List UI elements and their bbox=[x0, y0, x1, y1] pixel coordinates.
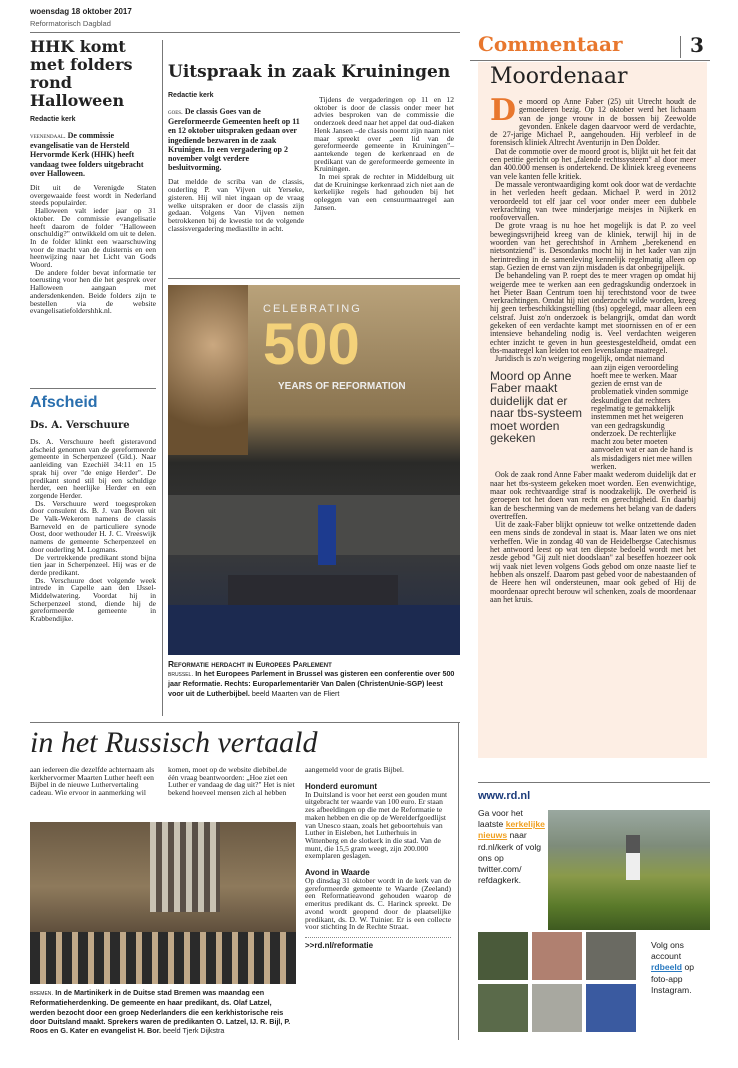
promo-text bbox=[478, 808, 546, 886]
lead-text: De commissie evangelisatie van de Hersteld Hervormde Kerk (HHK) heeft vandaag twee folders uitgebracht over Halloween. bbox=[30, 131, 144, 178]
paragraph: Juridisch is zo'n weigering mogelijk, omdat niemand bbox=[495, 354, 665, 364]
rule bbox=[30, 722, 460, 723]
paragraph: Uit de zaak-Faber blijkt opnieuw tot welke ontzettende daden een mens sinds de zondeval in staat is. Maar laten we ons niet verheffen. Wie in zondag 40 van de Heidelbergse Catechismus het antwoord leest op wat ten diepste bedoeld wordt met het zesde gebod "Gij zult niet doodslaan" zal beseffen hoezeer ook wij vaak niet leven volgens Gods gebod om onze naaste lief te hebben als onszelf. Daarom past gebed voor de nabestaanden of de Heere hen wil ondersteunen, maar ook gebed of Hij de moordenaar oprecht berouw wil schenken, zoals de moordenaar aan het kruis. bbox=[490, 520, 696, 604]
speakers bbox=[228, 575, 398, 605]
section-title: Commentaar bbox=[478, 32, 623, 56]
subheading: Honderd euromunt bbox=[305, 781, 377, 791]
instagram-text bbox=[651, 940, 711, 996]
rule bbox=[478, 782, 710, 783]
dateline: veenendaal. bbox=[30, 132, 66, 140]
page-number: 3 bbox=[690, 33, 704, 57]
instagram-thumb[interactable] bbox=[478, 932, 528, 980]
photo2-caption bbox=[30, 988, 296, 1035]
editorial-title: Moordenaar bbox=[490, 64, 628, 89]
paragraph: Ds. Verschuure doet volgende week intrede in Capelle aan den IJssel-Middelwatering. Voordat hij in Scherpenzeel stond, diende hij de gereformeerde gemeente in Krabbendijke. bbox=[30, 575, 156, 624]
reformatie-link[interactable]: >>rd.nl/reformatie bbox=[305, 937, 451, 950]
russisch-col3 bbox=[305, 766, 451, 950]
headline: in het Russisch vertaald bbox=[30, 726, 318, 759]
paragraph: aan iedereen die dezelfde achternaam als kerkhervormer Maarten Luther heeft een Bijbel in de nieuwe Luthervertaling cadeau. Wie ervoor in aanmerking wil bbox=[30, 765, 155, 798]
audience bbox=[30, 932, 296, 984]
paragraph: De behandeling van P. roept des te meer vragen op omdat hij weigerde mee te werken aan een gedragskundig onderzoek in het Pieter Baan Centrum toen hij terechtstond voor de twee verkrachtingen. Omdat hij niet onderzocht wilde worden, kreeg hij geen terbeschikkingstelling (tbs) opgelegd, maar alleen een celstraf. Juist zo'n onderzoek is belangrijk, omdat dan wordt gekeken of een verdachte kampt met stoornissen en of er een intensieve behandeling nodig is. Veel verdachten weigeren echter inzicht te geven in hun geestesgesteldheid, omdat een tbs-maatregel kan leiden tot een levenslange maatregel. bbox=[490, 271, 696, 355]
rdbeeld-link[interactable]: rdbeeld bbox=[651, 962, 683, 973]
paragraph: Op dinsdag 31 oktober wordt in de kerk van de gereformeerde gemeente te Waarde (Zeeland) een Reformatieavond gehouden waarop de emeritus predikant ds. C. Harinck spreekt. De avond wordt geopend door de plaatselijke predikant, ds. D. W. Tuinier. Er is een collecte voor stichting In de Rechte Straat. bbox=[305, 876, 451, 932]
paragraph: Ds. Verschuure werd toegesproken door consulent ds. B. J. van Boven uit De Valk-Wekerom namens de classis Barneveld en de particuliere synode Oost, door wethouder H. J. C. Vreeswijk namens de gemeente Scherpenzeel en door ouderling M. Logmans. bbox=[30, 498, 156, 554]
paragraph: Ds. A. Verschuure heeft gisteravond afscheid genomen van de gereformeerde gemeente in Scherpenzeel (Gld.). Naar aanleiding van Ezechiël 34:11 en 15 sprak hij over "de enige Herder". De predikant stond stil bij een schuldige herder, een heerlijke Herder en een zorgende Herder. bbox=[30, 437, 156, 500]
byline: Redactie kerk bbox=[30, 116, 76, 123]
pull-quote: Moord op Anne Faber maakt duidelijk dat er naar tbs-systeem moet worden gekeken bbox=[490, 368, 583, 446]
paragraph: De massale verontwaardiging komt ook door wat de verdachte in het verleden heeft gedaan. Michael P. werd in 2012 veroordeeld tot elf jaar cel voor onder meer een dubbele verkrachting van twee minderjarige meisjes in Nijkerk en roofovervallen. bbox=[490, 179, 696, 223]
instagram-thumb[interactable] bbox=[586, 984, 636, 1032]
headline: HHK komt met folders rond Halloween bbox=[30, 37, 133, 110]
divider bbox=[680, 36, 681, 58]
paragraph: Dit uit de Verenigde Staten overgewaaide feest wordt in Nederland steeds populairder. bbox=[30, 183, 156, 208]
lead bbox=[30, 131, 156, 178]
instagram-grid bbox=[478, 932, 640, 1032]
kerkelijk-nieuws-link[interactable]: kerkelijke nieuws bbox=[478, 819, 545, 841]
kruiningen-article bbox=[168, 62, 460, 232]
promo-text-part: op foto-app Instagram. bbox=[651, 962, 694, 995]
podium bbox=[168, 605, 460, 655]
banner-text: CELEBRATING bbox=[263, 303, 362, 315]
photo-credit: beeld Tjerk Dijkstra bbox=[163, 1026, 225, 1036]
dateline: brussel. bbox=[168, 671, 194, 678]
banner-text: YEARS OF REFORMATION bbox=[278, 381, 406, 392]
instagram-thumb[interactable] bbox=[532, 984, 582, 1032]
photo-credit: beeld Maarten van de Fliert bbox=[251, 688, 340, 698]
paragraph: Dat de commotie over de moord groot is, blijkt uit het feit dat een petitie gericht op het „falende rechtssysteem" al door meer dan 400.000 mensen is ondertekend. De kliniek kreeg eveneens van vele kanten felle kritiek. bbox=[490, 146, 696, 181]
caption-text: In de Martinikerk in de Duitse stad Bremen was maandag een Reformatieherdenking. De gemeente en haar predikant, ds. Olaf Latzel, werden bezocht door een groep Nederlanders die een kerkhistorische reis door Duitsland maakt. Sprekers waren de predikanten O. Latzel, IJ. R. Bijl, P. Roos en G. Kater en evangelist H. Bor. bbox=[30, 988, 291, 1036]
instagram-thumb[interactable] bbox=[586, 932, 636, 980]
vineyard-photo bbox=[548, 810, 710, 930]
paragraph: aangemeld voor de gratis Bijbel. bbox=[305, 765, 404, 774]
paragraph: Halloween valt ieder jaar op 31 oktober. De commissie evangelisatie heeft daarom de folder "Halloween onschuldig?" ontwikkeld om uit te delen. In de folder klinkt een waarschuwing voor de macht van de duisternis en een heenwijzing naar het Licht van Gods Woord. bbox=[30, 206, 156, 270]
caption-title: Reformatie herdacht in Europees Parlement bbox=[168, 659, 332, 669]
promo-text-part: Volg ons account bbox=[651, 940, 684, 962]
drop-cap: D bbox=[490, 93, 517, 128]
eu-flag bbox=[318, 505, 336, 565]
header-rule bbox=[30, 32, 460, 33]
paragraph: e moord op Anne Faber (25) uit Utrecht houdt de gemoederen bezig. Op 12 oktober werd het lichaam van de jonge vrouw in de bossen bij Zeewolde gevonden. Enkele dagen daarvoor werd de verdachte, de 27-jarige Michael P., aangehouden. Hij verbleef in de forensisch kliniek Altrecht Aventurijn in Den Dolder. bbox=[490, 97, 696, 148]
rule bbox=[30, 388, 156, 389]
headline: Ds. A. Verschuure bbox=[30, 420, 130, 431]
dateline: bremen. bbox=[30, 990, 54, 997]
russisch-col2 bbox=[168, 766, 298, 797]
rd-site-link[interactable]: www.rd.nl bbox=[478, 790, 531, 802]
paragraph: Ook de zaak rond Anne Faber maakt wederom duidelijk dat er naar het tbs-systeem gekeken moet worden. Een evenwichtige, maar ook rechtvaardige straf is noodzakelijk. De overheid is geroepen tot het doen van recht en gerechtigheid. En daarbij kan de bescherming van de medemens het belang van de daders overtreffen. bbox=[490, 470, 696, 521]
commentaar-box bbox=[478, 62, 707, 758]
luther-portrait bbox=[168, 285, 248, 455]
caption-text: In het Europees Parlement in Brussel was gisteren een conferentie over 500 jaar Reformatie. Rechts: Europarlementariër Van Dalen (ChristenUnie-SGP) leest voor uit de Lutherbijbel. bbox=[168, 669, 455, 698]
headline: Uitspraak in zaak Kruiningen bbox=[168, 62, 451, 82]
column-rule bbox=[458, 722, 459, 1040]
lead-text: De classis Goes van de Gereformeerde Gemeenten heeft op 11 en 12 oktober uitspraken gedaan over ingediende bezwaren in de zaak Kruinigen. In een vergadering op 2 november volgt verdere besluitvorming. bbox=[168, 107, 300, 173]
instagram-thumb[interactable] bbox=[532, 932, 582, 980]
paragraph: aan zijn eigen veroordeling hoeft mee te werken. Maar gezien de ernst van de problematiek vinden sommige deskundigen dat rechters regelmatig te gemakkelijk instemmen met het weigeren van een gedragskundig onderzoek. De rechterlijke macht zou beter moeten aanvoelen wat er aan de hand is als misdadigers niet mee willen werken. bbox=[591, 362, 693, 472]
rule bbox=[168, 278, 460, 279]
banner-number: 500 bbox=[263, 312, 360, 377]
section-label: Afscheid bbox=[30, 394, 98, 411]
byline: Redactie kerk bbox=[168, 92, 214, 99]
paper-name: Reformatorisch Dagblad bbox=[30, 19, 111, 28]
issue-date: woensdag 18 oktober 2017 bbox=[30, 7, 132, 16]
russisch-col1 bbox=[30, 766, 160, 797]
paragraph: De grote vraag is nu hoe het mogelijk is dat P. zo veel bewegingsvrijheid kreeg van de kliniek, terwijl hij in de woorden van het gerechtshof in Arnhem „berekenend en nietsontziend" is. Desondanks mocht hij in het kader van zijn herintreding in de samenleving kennelijk regelmatig alleen op stap. Gezien de ernst van zijn misdaden is dat onbegrijpelijk. bbox=[490, 221, 696, 272]
paragraph: Dat meldde de scriba van de classis, ouderling P. van Vijven uit Yerseke, gisteren. Hij wil niet ingaan op de vraag welke uitspraken er door de classis zijn gedaan. Volgens Van Vijven nemen betrokkenen bij de kwestie tot de volgende classisvergadering mediastilte in acht. bbox=[168, 177, 304, 233]
section-rule bbox=[470, 60, 710, 61]
church-columns bbox=[150, 822, 220, 912]
column-rule bbox=[162, 40, 163, 716]
promo-text-part: naar rd.nl/kerk of volg ons op twitter.com/ refdagkerk. bbox=[478, 830, 542, 886]
lead bbox=[168, 107, 304, 172]
paragraph: De vertrekkende predikant stond bijna tien jaar in Scherpenzeel. Hij was er de derde predikant. bbox=[30, 552, 156, 577]
paragraph: In mei sprak de rechter in Middelburg uit dat de Kruiningse kerkenraad zich niet aan de kerkelijke regels had gehouden bij het opleggen van een censuurmaatregel aan Jansen. bbox=[314, 172, 454, 212]
photo1-caption bbox=[168, 659, 460, 698]
dateline: goes. bbox=[168, 108, 183, 116]
afscheid-article bbox=[30, 394, 156, 623]
european-parliament-photo bbox=[168, 285, 460, 655]
subheading: Avond in Waarde bbox=[305, 868, 370, 878]
promo-text-part: Ga voor het laatste bbox=[478, 808, 523, 830]
martinikerk-photo bbox=[30, 822, 296, 984]
backdrop bbox=[168, 495, 460, 555]
paragraph: In Duitsland is voor het eerst een gouden munt uitgebracht ter waarde van 100 euro. Er staan zes afbeeldingen op die met de Reformatie te maken hebben en die op de Werelderfgoedlijst van Unesco staan, zoals het geboortehuis van Luther in Eisleben, het Lutherhuis in Wittenberg en de slotkerk in die stad. Van de munt, die 15,5 gram weegt, zijn 200.000 exemplaren geslagen. bbox=[305, 789, 448, 861]
paragraph: Tijdens de vergaderingen op 11 en 12 oktober is door de classis onder meer het advies besproken van de commissie die onderzoek deed naar het appel dat oud-diaken Henk Jansen –de classis noemt zijn naam niet maar spreekt over „een lid van de gereformeerde gemeente in Kruiningen"– aantekende tegen de kerkenraad en de predikant van de gereformeerde gemeente in Kruiningen. bbox=[314, 95, 454, 174]
hhk-article bbox=[30, 38, 156, 315]
church-tower bbox=[626, 835, 640, 880]
instagram-thumb[interactable] bbox=[478, 984, 528, 1032]
paragraph: komen, moet op de website diebibel.de één vraag beantwoorden: „Hoe ziet een Luther er vandaag de dag uit?" Het is niet bekend hoeveel mensen zich al hebben bbox=[168, 765, 295, 798]
paragraph: De andere folder bevat informatie ter toerusting voor hen die het gesprek over Halloween aangaan met andersdenkenden. Beide folders zijn te bestellen via de website evangelisatiefoldershhk.nl. bbox=[30, 267, 156, 316]
